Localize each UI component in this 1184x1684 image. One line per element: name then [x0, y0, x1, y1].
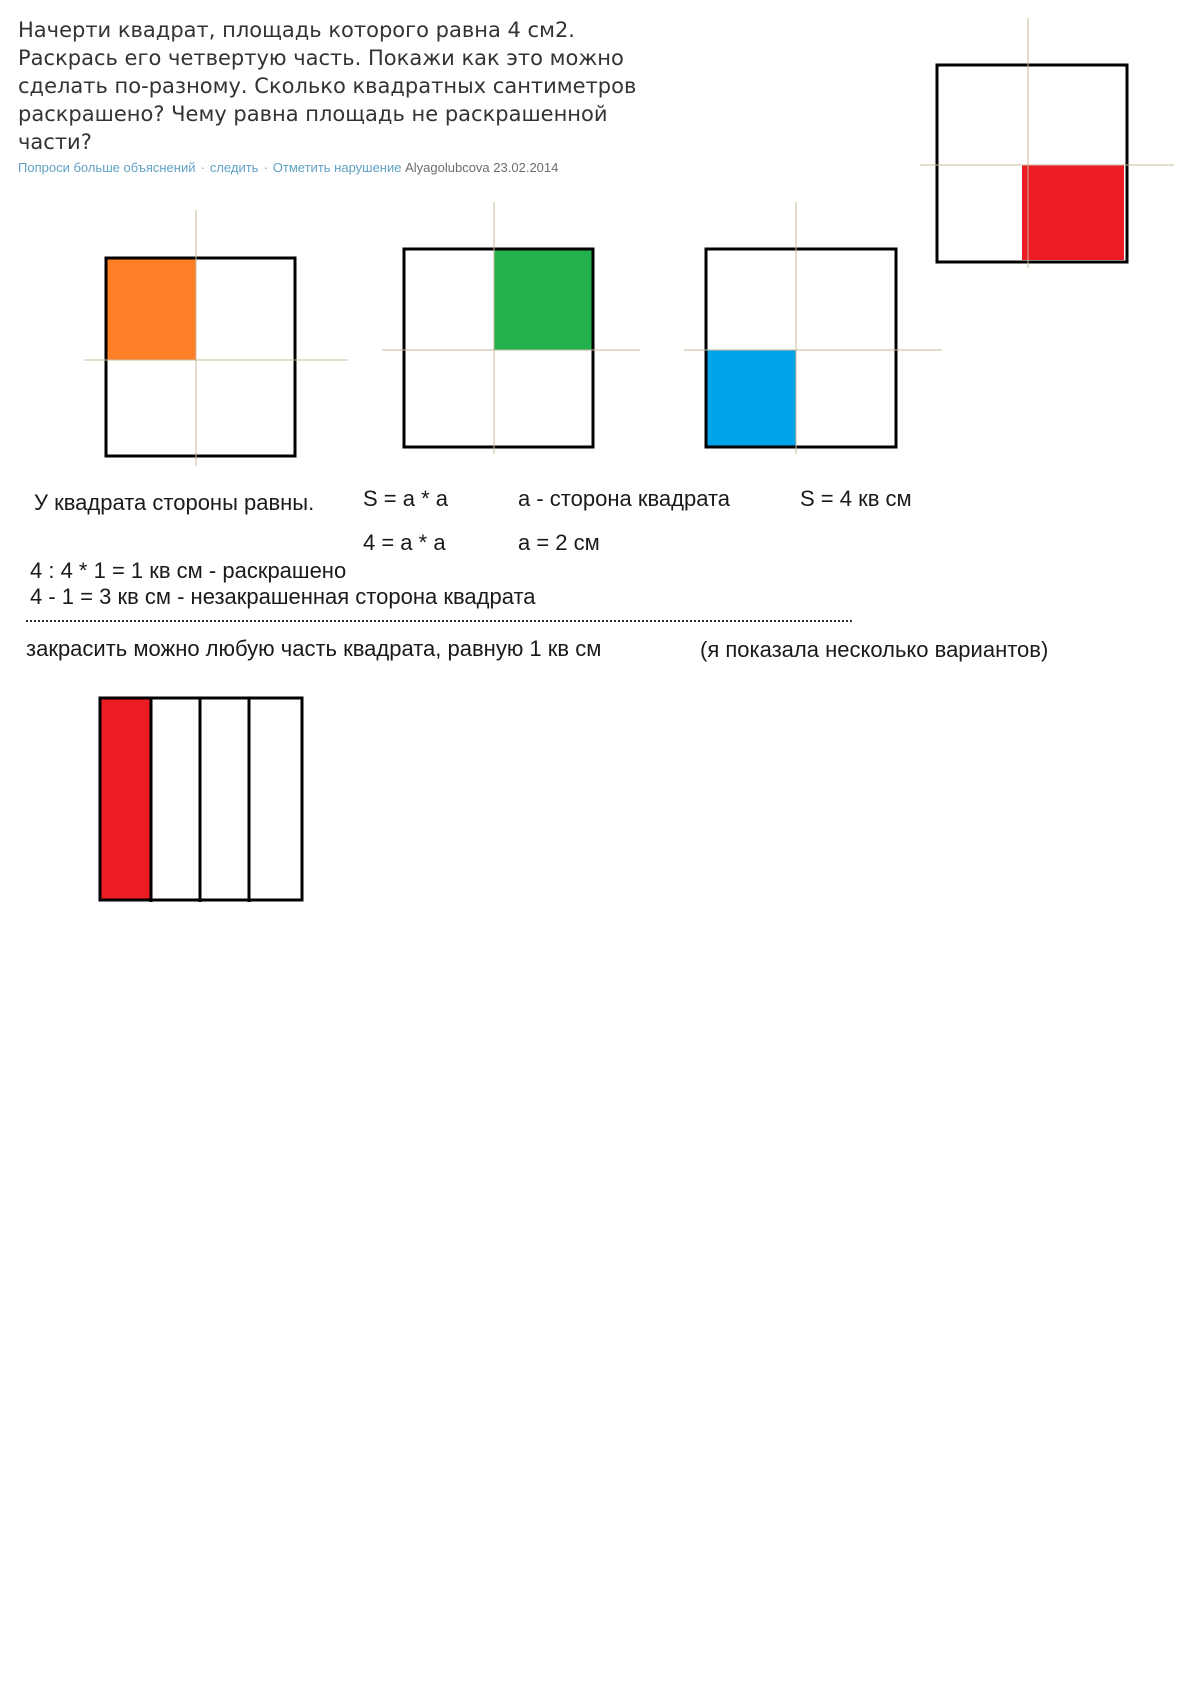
area-value: S = 4 кв см	[800, 486, 912, 511]
painted-area: 4 : 4 * 1 = 1 кв см - раскрашено	[30, 558, 347, 583]
conclusion-text: закрасить можно любую часть квадрата, равную 1 кв см	[26, 636, 602, 661]
dotted-divider	[26, 620, 852, 622]
red-strip	[100, 698, 151, 900]
post-date: 23.02.2014	[493, 160, 559, 175]
question-line: Раскрась его четвертую часть. Покажи как это можно	[18, 46, 624, 70]
variants-note: (я показала несколько вариантов)	[700, 637, 1049, 662]
square-2	[382, 202, 640, 454]
side-value: a = 2 см	[518, 530, 600, 555]
formula-1: S = a * a	[363, 486, 449, 511]
strip-square	[100, 698, 302, 902]
question-line: сделать по-разному. Сколько квадратных сантиметров	[18, 74, 637, 98]
question-line: части?	[18, 130, 92, 154]
formula-2: 4 = a * a	[363, 530, 446, 555]
author-name: Alyagolubcova	[405, 160, 490, 175]
orange-quarter	[107, 259, 196, 360]
question-line: Начерти квадрат, площадь которого равна 4 см2.	[18, 18, 575, 42]
green-quarter	[494, 250, 593, 350]
red-quarter	[1022, 165, 1124, 260]
question-line: раскрашено? Чему равна площадь не раскрашенной	[18, 102, 608, 126]
ask-more-link[interactable]: Попроси больше объяснений	[18, 160, 196, 175]
unpainted-area: 4 - 1 = 3 кв см - незакрашенная сторона квадрата	[30, 584, 536, 609]
blue-quarter	[706, 350, 796, 446]
report-link[interactable]: Отметить нарушение	[272, 160, 402, 175]
separator-dot: ·	[263, 160, 268, 175]
square-3	[684, 202, 942, 454]
side-definition: a - сторона квадрата	[518, 486, 731, 511]
follow-link[interactable]: следить	[209, 160, 259, 175]
top-right-square	[920, 18, 1174, 268]
equal-sides-text: У квадрата стороны равны.	[34, 490, 315, 515]
separator-dot: ·	[200, 160, 205, 175]
square-1	[84, 210, 348, 466]
